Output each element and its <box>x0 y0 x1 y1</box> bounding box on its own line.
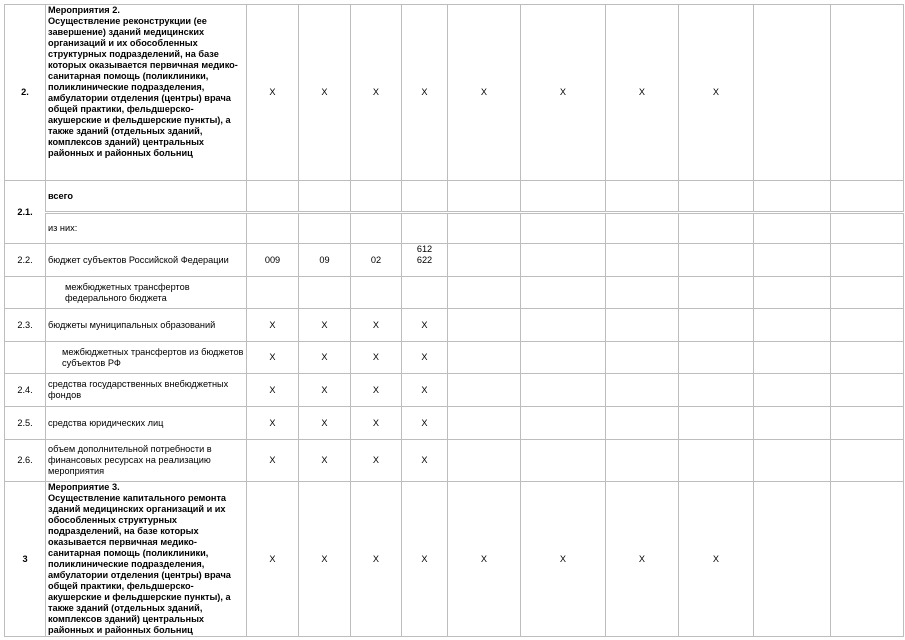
table-cell <box>679 407 754 440</box>
table-row <box>5 181 904 213</box>
table-cell <box>402 277 448 309</box>
row-label: межбюджетных трансфертов из бюджетов субъектов РФ <box>46 342 247 374</box>
table-cell <box>754 407 831 440</box>
table-cell: X <box>351 482 402 637</box>
row-label: бюджеты муниципальных образований <box>46 309 247 342</box>
row-label: бюджет субъектов Российской Федерации <box>46 244 247 277</box>
table-cell: X <box>402 5 448 181</box>
table-cell <box>351 213 402 244</box>
table-cell: X <box>402 374 448 407</box>
table-cell: X <box>448 5 521 181</box>
table-cell: X <box>247 342 299 374</box>
table-cell <box>448 181 521 213</box>
table-cell: X <box>521 482 606 637</box>
table-row <box>5 309 904 342</box>
table-row <box>5 440 904 482</box>
table-cell <box>521 407 606 440</box>
table-cell <box>754 181 831 213</box>
table-cell <box>402 213 448 244</box>
table-cell <box>448 277 521 309</box>
table-cell: X <box>247 482 299 637</box>
table-cell: X <box>247 374 299 407</box>
table-cell: X <box>351 5 402 181</box>
table-cell: X <box>351 440 402 482</box>
row-label: средства государственных внебюджетных фондов <box>46 374 247 407</box>
table-row <box>5 277 904 309</box>
table-cell: 09 <box>299 244 351 277</box>
table-cell: X <box>247 5 299 181</box>
table-cell <box>606 244 679 277</box>
table-cell <box>831 374 904 407</box>
table-cell <box>679 374 754 407</box>
table-cell <box>299 277 351 309</box>
table-cell: X <box>402 342 448 374</box>
table-cell <box>606 440 679 482</box>
row-number <box>5 277 46 309</box>
table-cell <box>831 309 904 342</box>
row-label: объем дополнительной потребности в финансовых ресурсах на реализацию мероприятия <box>46 440 247 482</box>
table-cell <box>448 213 521 244</box>
row-label: средства юридических лиц <box>46 407 247 440</box>
table-cell <box>448 374 521 407</box>
table-cell <box>606 213 679 244</box>
table-cell: X <box>299 440 351 482</box>
table-cell <box>521 277 606 309</box>
table-cell: X <box>299 374 351 407</box>
table-cell <box>831 181 904 213</box>
row-number: 2.3. <box>5 309 46 342</box>
row-label: всего <box>46 181 247 213</box>
table-cell: X <box>299 342 351 374</box>
table-cell <box>448 244 521 277</box>
table-cell <box>754 5 831 181</box>
table-cell <box>606 342 679 374</box>
table-cell <box>831 440 904 482</box>
table-cell: X <box>402 482 448 637</box>
table-cell <box>679 342 754 374</box>
table-row <box>5 482 904 637</box>
table-cell <box>606 374 679 407</box>
table-cell <box>521 213 606 244</box>
table-cell: X <box>299 309 351 342</box>
table-cell: 612 622 <box>402 244 448 277</box>
table-cell <box>299 181 351 213</box>
table-cell <box>754 440 831 482</box>
row-label: из них: <box>46 213 247 244</box>
table-cell <box>679 309 754 342</box>
table-cell: X <box>402 407 448 440</box>
table-cell <box>247 277 299 309</box>
table-cell <box>521 374 606 407</box>
table-cell <box>521 309 606 342</box>
row-label: межбюджетных трансфертов федерального бюджета <box>46 277 247 309</box>
row-number: 2.5. <box>5 407 46 440</box>
table-cell <box>679 244 754 277</box>
table-row <box>5 5 904 181</box>
table-cell: X <box>521 5 606 181</box>
table-cell: X <box>299 5 351 181</box>
table-cell <box>351 277 402 309</box>
row-label: Мероприятие 3. Осуществление капитального ремонта зданий медицинских организаций и их обособленных структурных подразделений, на базе которых оказывается первичная медико-санитарная помощь (поликлиники, поликлинические подразделения, амбулатории отделения (центры) врача общей практики, фельдшерско-акушерские и фельдшерские пункты), а также зданий (отдельных зданий, комплексов зданий) центральных районных и районных больниц <box>46 482 247 637</box>
table-cell <box>831 407 904 440</box>
table-cell <box>521 244 606 277</box>
row-number: 2. <box>5 5 46 181</box>
table-cell: X <box>402 309 448 342</box>
budget-table <box>4 4 904 637</box>
table-cell <box>831 482 904 637</box>
table-cell: 009 <box>247 244 299 277</box>
table-cell <box>521 440 606 482</box>
table-cell <box>448 309 521 342</box>
table-cell <box>679 213 754 244</box>
table-cell: X <box>299 482 351 637</box>
table-cell: X <box>606 5 679 181</box>
table-cell: X <box>351 374 402 407</box>
table-cell <box>521 342 606 374</box>
table-cell <box>831 244 904 277</box>
table-cell: X <box>448 482 521 637</box>
table-cell <box>754 374 831 407</box>
table-cell <box>754 277 831 309</box>
row-label: Мероприятия 2. Осуществление реконструкции (ее завершение) зданий медицинских организаций и их обособленных структурных подразделений, на базе которых оказывается первичная медико-санитарная помощь (поликлиники, поликлинические подразделения, амбулатории отделения (центры) врача общей практики, фельдшерско-акушерские и фельдшерские пункты), а также зданий (отдельных зданий, комплексов зданий) центральных районных и районных больниц <box>46 5 247 181</box>
table-cell <box>247 213 299 244</box>
table-cell: X <box>351 309 402 342</box>
row-number: 2.4. <box>5 374 46 407</box>
table-cell: X <box>351 407 402 440</box>
table-cell <box>754 244 831 277</box>
table-cell <box>606 407 679 440</box>
table-row <box>5 407 904 440</box>
table-cell <box>831 342 904 374</box>
table-cell <box>754 342 831 374</box>
row-number: 3 <box>5 482 46 637</box>
row-number: 2.6. <box>5 440 46 482</box>
table-cell <box>831 213 904 244</box>
table-cell: X <box>247 407 299 440</box>
table-cell <box>247 181 299 213</box>
table-cell: X <box>679 5 754 181</box>
table-cell <box>448 440 521 482</box>
table-cell <box>448 407 521 440</box>
table-cell <box>606 181 679 213</box>
table-cell <box>606 309 679 342</box>
table-cell: X <box>247 440 299 482</box>
table-cell <box>299 213 351 244</box>
table-row <box>5 342 904 374</box>
table-cell: X <box>351 342 402 374</box>
table-cell <box>679 277 754 309</box>
table-cell: X <box>606 482 679 637</box>
table-cell <box>754 213 831 244</box>
table-cell <box>679 440 754 482</box>
table-cell <box>448 342 521 374</box>
table-row <box>5 244 904 277</box>
table-cell <box>402 181 448 213</box>
table-cell <box>754 482 831 637</box>
table-cell <box>351 181 402 213</box>
table-cell: 02 <box>351 244 402 277</box>
table-cell: X <box>402 440 448 482</box>
table-row <box>5 213 904 244</box>
row-number <box>5 342 46 374</box>
table-cell: X <box>679 482 754 637</box>
table-cell: X <box>247 309 299 342</box>
table-cell <box>606 277 679 309</box>
table-cell <box>831 277 904 309</box>
table-cell <box>754 309 831 342</box>
table-row <box>5 374 904 407</box>
row-number: 2.2. <box>5 244 46 277</box>
table-cell: X <box>299 407 351 440</box>
table-cell <box>831 5 904 181</box>
table-cell <box>521 181 606 213</box>
table-cell <box>679 181 754 213</box>
row-number: 2.1. <box>5 181 46 244</box>
